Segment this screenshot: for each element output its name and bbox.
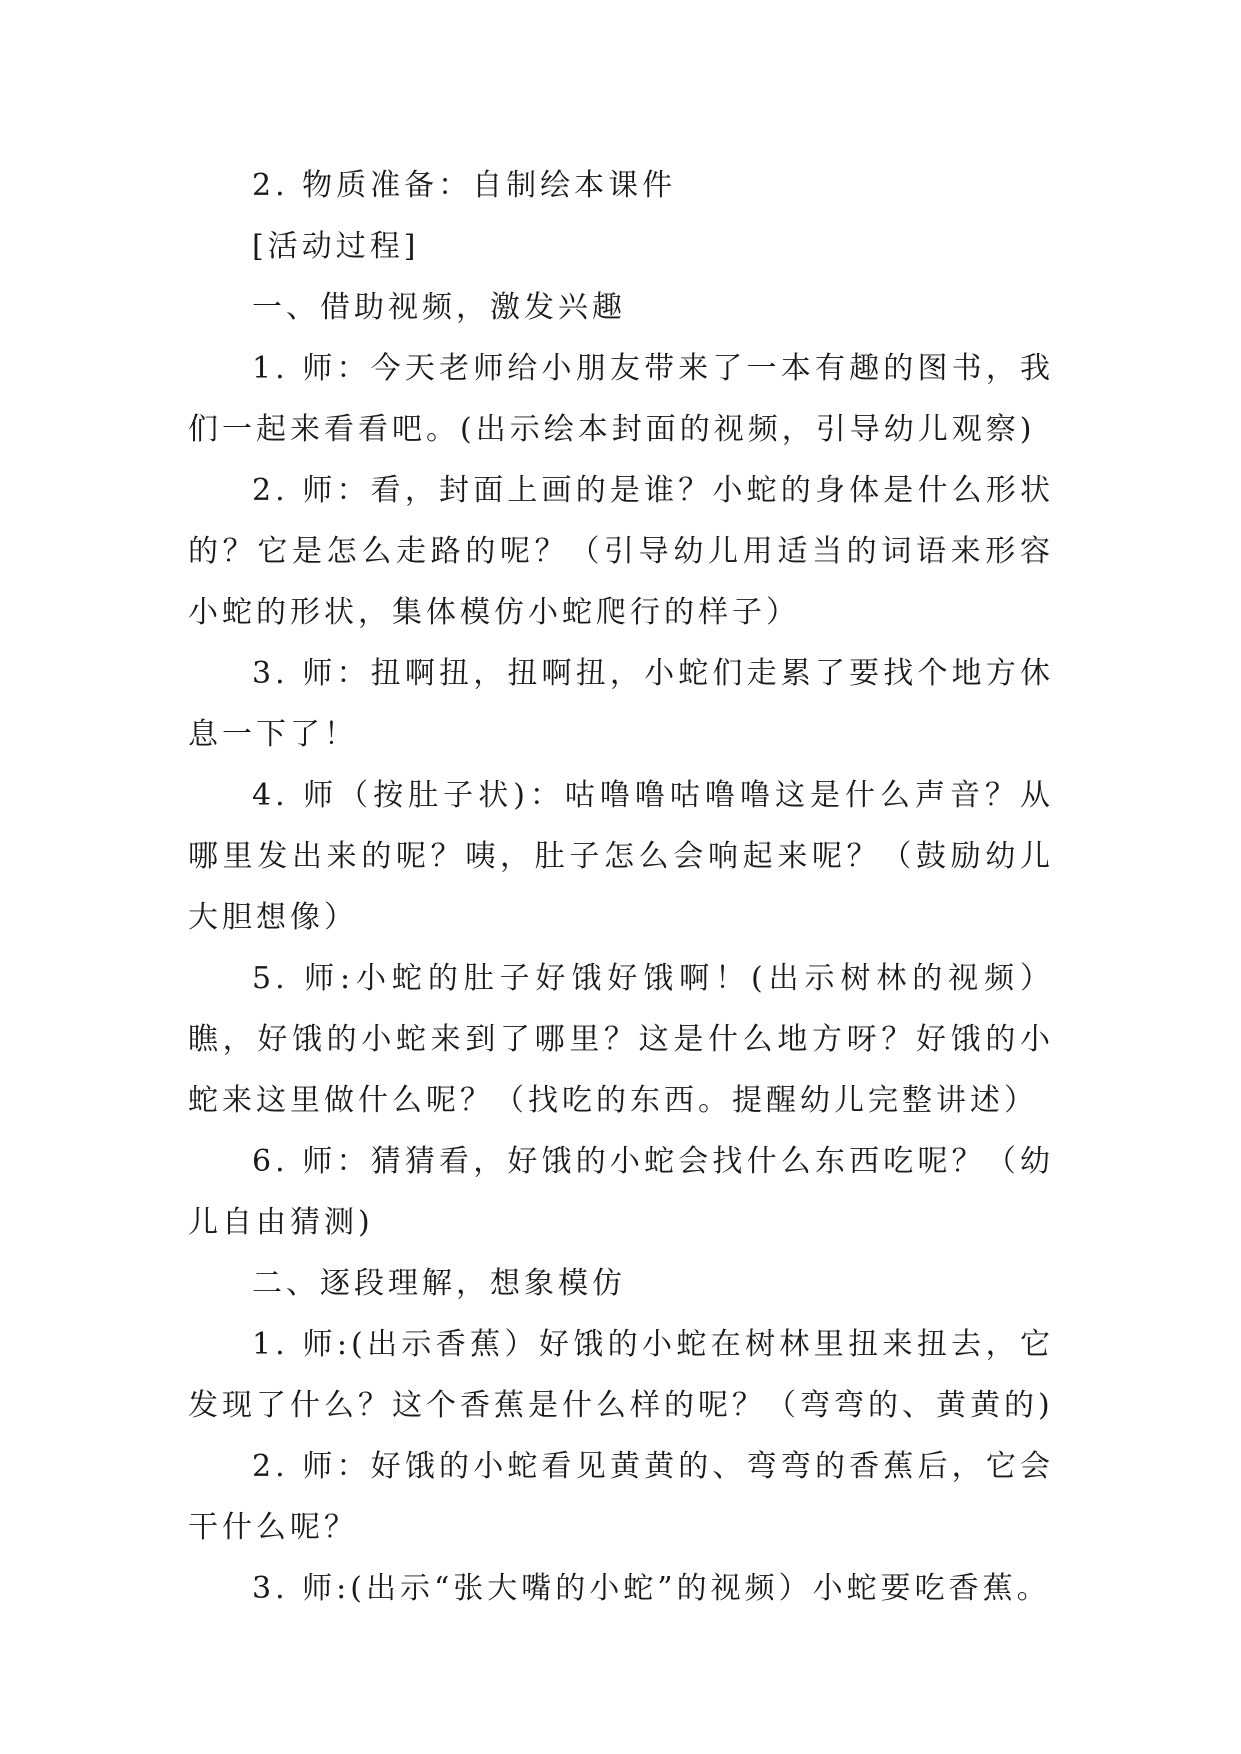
paragraph-step-3: 3. 师：扭啊扭，扭啊扭，小蛇们走累了要找个地方休息一下了！ [188, 656, 1054, 752]
paragraph-material-prep: 2. 物质准备：自制绘本课件 [252, 168, 677, 203]
paragraph-step-2: 2. 师：看，封面上画的是谁？小蛇的身体是什么形状的？它是怎么走路的呢？（引导幼儿用适当的词语来形容小蛇的形状，集体模仿小蛇爬行的样子） [188, 473, 1054, 630]
paragraph-step-6: 6. 师：猜猜看，好饿的小蛇会找什么东西吃呢？（幼儿自由猜测) [188, 1144, 1054, 1240]
paragraph-part2-step-2: 2. 师：好饿的小蛇看见黄黄的、弯弯的香蕉后，它会干什么呢？ [188, 1449, 1054, 1545]
subsection-heading-video-interest: 一、借助视频，激发兴趣 [252, 290, 626, 325]
paragraph-part2-step-3: 3. 师:(出示“张大嘴的小蛇”的视频）小蛇要吃香蕉。 [252, 1571, 1051, 1606]
paragraph-step-4: 4. 师（按肚子状)：咕噜噜咕噜噜这是什么声音？从哪里发出来的呢？咦，肚子怎么会响起来呢？（鼓励幼儿大胆想像） [188, 778, 1054, 935]
document-body [188, 155, 1054, 1619]
subsection-heading-understanding: 二、逐段理解，想象模仿 [252, 1266, 626, 1301]
section-heading-activity-process: [活动过程] [252, 229, 420, 264]
paragraph-step-1: 1. 师：今天老师给小朋友带来了一本有趣的图书，我们一起来看看吧。(出示绘本封面的视频，引导幼儿观察) [188, 351, 1054, 447]
paragraph-part2-step-1: 1. 师:(出示香蕉）好饿的小蛇在树林里扭来扭去，它发现了什么？这个香蕉是什么样的呢？（弯弯的、黄黄的) [188, 1327, 1054, 1423]
paragraph-step-5: 5. 师:小蛇的肚子好饿好饿啊！(出示树林的视频）瞧，好饿的小蛇来到了哪里？这是什么地方呀？好饿的小蛇来这里做什么呢？（找吃的东西。提醒幼儿完整讲述） [188, 961, 1054, 1118]
